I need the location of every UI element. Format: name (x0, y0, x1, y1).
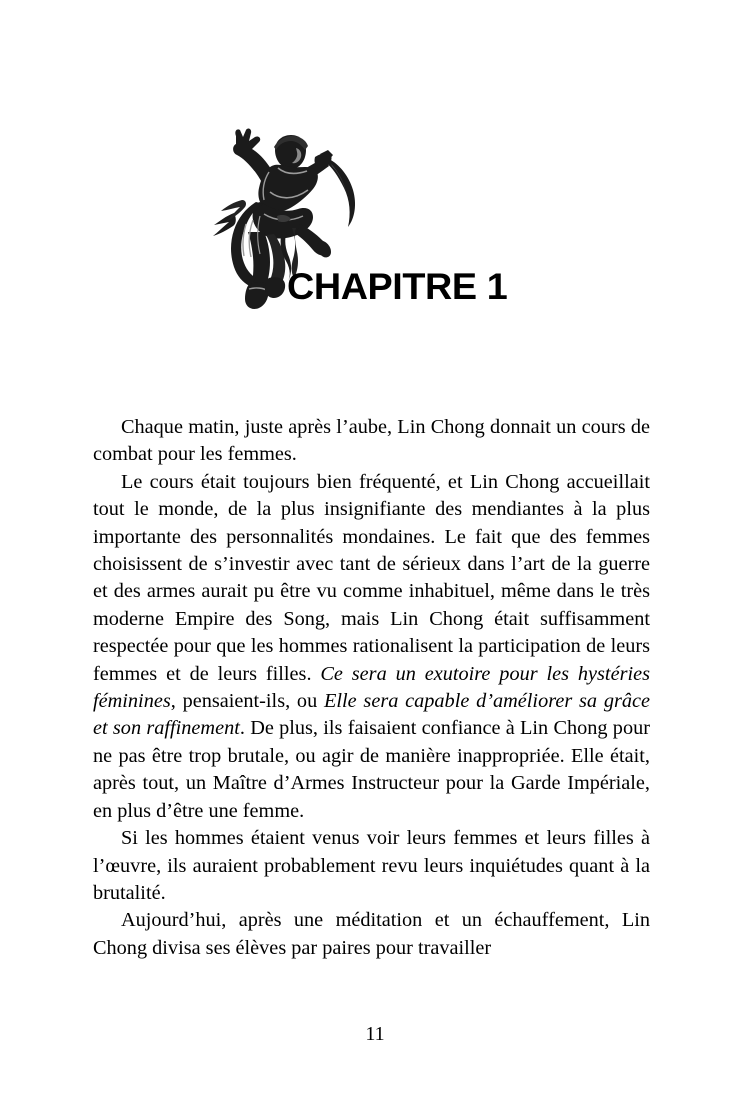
text-run: Le cours était toujours bien fréquenté, et Lin Chong accueillait tout le monde, de la plus insignifiante des mendiantes à la plus importante des personnalités mondaines. Le fait que des femmes choisissent de s’investir avec tant de sérieux dans l’art de la guerre et des armes aurait pu être vu comme inhabituel, même dans le très moderne Empire des Song, mais Lin Chong était suffisamment respectée pour que les hommes rationalisent la participation de leurs femmes et de leurs filles. (93, 470, 650, 685)
paragraph (93, 907, 650, 962)
chapter-title: CHAPITRE 1 (287, 266, 508, 307)
chapter-header (0, 0, 750, 330)
torso-shape (258, 165, 318, 212)
text-run: Aujourd’hui, après une méditation et un échauffement, Lin Chong divisa ses élèves par paires pour travailler (93, 909, 650, 959)
chapter-body-text (93, 414, 650, 962)
text-run-italic: Ce sera un exutoire pour les hystéries féminines (93, 662, 650, 713)
text-run-italic: Elle sera capable d’améliorer sa grâce et son raffinement (93, 690, 651, 740)
right-hand-shape (315, 153, 332, 167)
text-run: , pensaient-ils, ou (170, 690, 324, 713)
trailing-boot-shape (265, 277, 285, 298)
text-run: . De plus, ils faisaient confiance à Lin Chong pour ne pas être trop brutale, ou agir de manière inappropriée. Elle était, après tout, un Maître d’Armes Instructeur pour la Garde Impériale, en plus d’être une femme. (93, 717, 650, 822)
front-boot-shape (245, 282, 269, 309)
page-number: 11 (365, 1023, 385, 1045)
text-run: Chaque matin, juste après l’aube, Lin Chong donnait un cours de combat pour les femmes. (93, 416, 650, 466)
paragraph (93, 469, 650, 825)
paragraph (93, 414, 650, 469)
text-run: Si les hommes étaient venus voir leurs femmes et leurs filles à l’œuvre, ils auraient probablement revu leurs inquiétudes quant à la brutalité. (93, 827, 650, 904)
paragraph (93, 825, 650, 907)
